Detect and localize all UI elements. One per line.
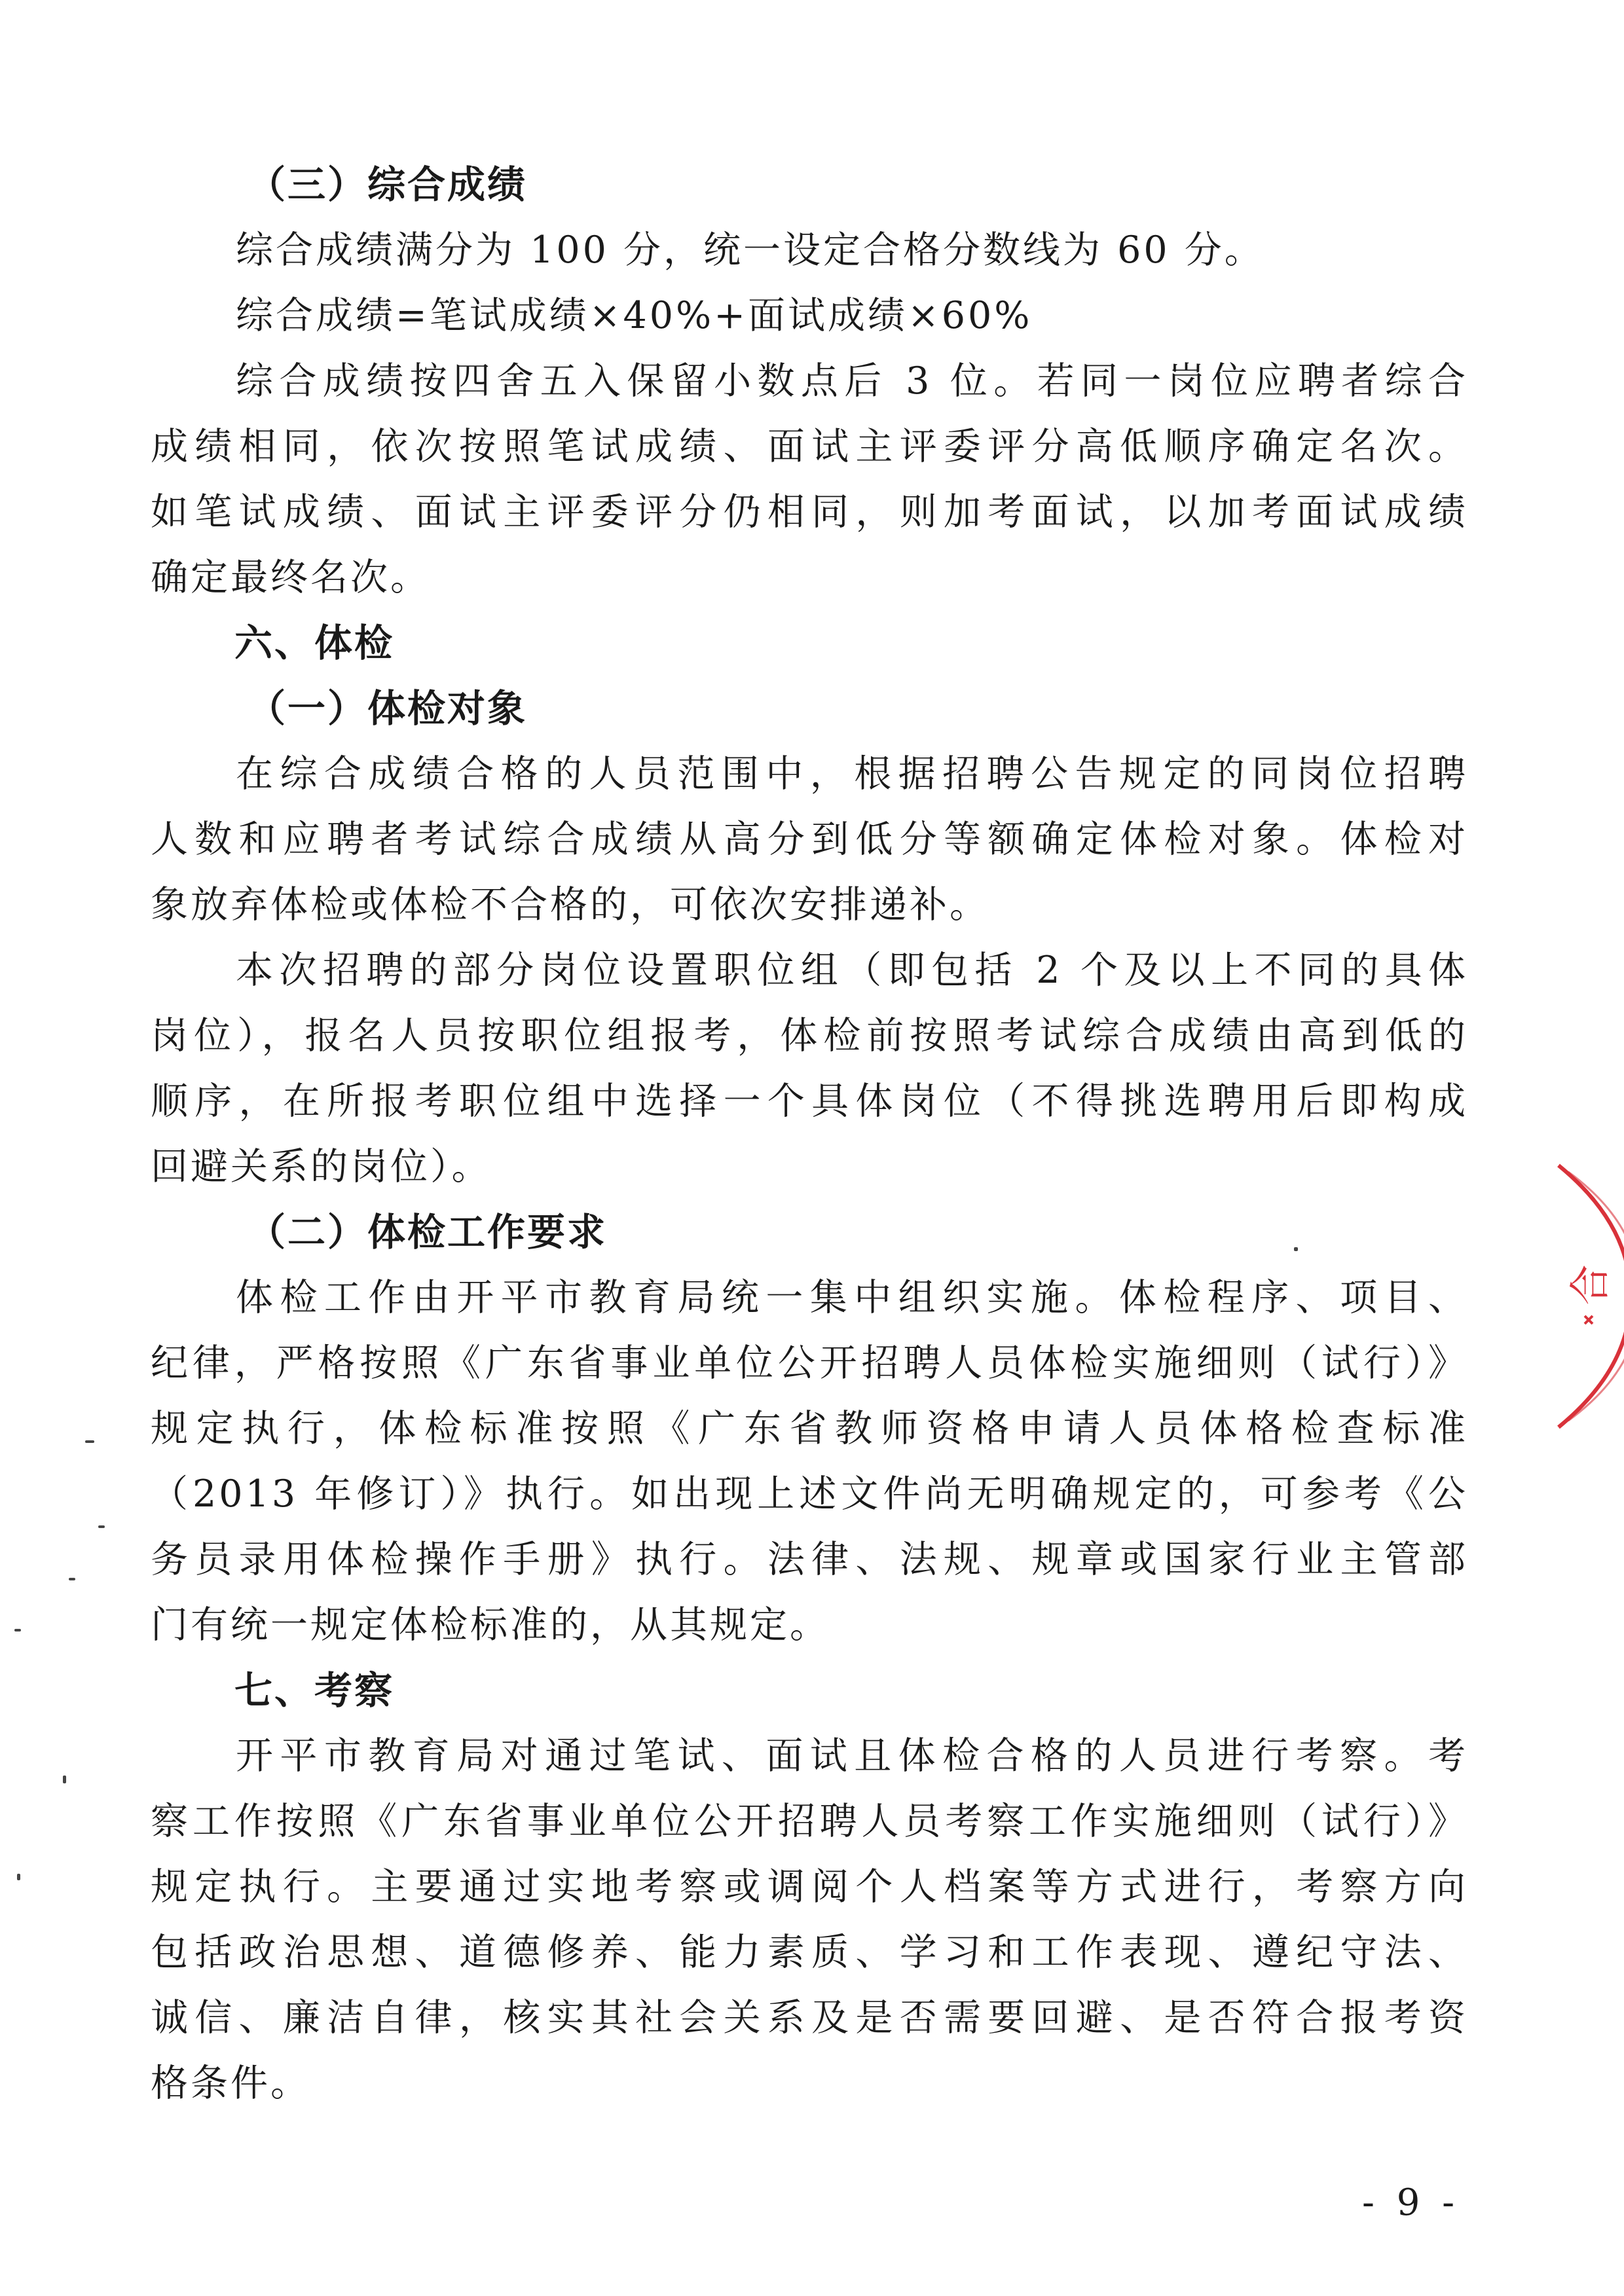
paragraph-line: 在综合成绩合格的人员范围中，根据招聘公告规定的同岗位招聘 <box>236 752 1468 795</box>
document-body <box>151 152 1468 2116</box>
paragraph-line: 门有统一规定体检标准的，从其规定。 <box>151 1603 830 1647</box>
paragraph-line: 诚信、廉洁自律，核实其社会关系及是否需要回避、是否符合报考资 <box>151 1996 1468 2039</box>
paragraph-line: 人数和应聘者考试综合成绩从高分到低分等额确定体检对象。体检对 <box>151 818 1468 861</box>
paragraph-line: 体检工作由开平市教育局统一集中组织实施。体检程序、项目、 <box>236 1276 1468 1319</box>
section-heading-inspection: 七、考察 <box>234 1668 395 1713</box>
paragraph-line: 格条件。 <box>151 2062 310 2105</box>
paragraph-line: 如笔试成绩、面试主评委评分仍相同，则加考面试，以加考面试成绩 <box>151 490 1468 534</box>
paragraph-line: 规定执行。主要通过实地考察或调阅个人档案等方式进行，考察方向 <box>151 1865 1468 1908</box>
paragraph-line: 成绩相同，依次按照笔试成绩、面试主评委评分高低顺序确定名次。 <box>151 425 1468 468</box>
paragraph-line: （2013 年修订）》执行。如出现上述文件尚无明确规定的，可参考《公 <box>151 1472 1468 1516</box>
paragraph-line: 察工作按照《广东省事业单位公开招聘人员考察工作实施细则（试行）》 <box>151 1800 1468 1843</box>
subheading-exam-requirements: （二）体检工作要求 <box>248 1210 608 1254</box>
paragraph-line: 规定执行，体检标准按照《广东省教师资格申请人员体格检查标准 <box>151 1407 1468 1450</box>
subheading-comprehensive-score: （三）综合成绩 <box>248 162 528 207</box>
section-heading-medical-exam: 六、体检 <box>234 621 395 665</box>
scan-speck <box>17 1874 20 1880</box>
paragraph-line: 开平市教育局对通过笔试、面试且体检合格的人员进行考察。考 <box>236 1734 1468 1777</box>
scan-speck <box>98 1525 105 1528</box>
paragraph-line: 综合成绩按四舍五入保留小数点后 3 位。若同一岗位应聘者综合 <box>236 359 1468 403</box>
paragraph-line: 综合成绩=笔试成绩×40%+面试成绩×60% <box>236 294 1033 337</box>
subheading-exam-subjects: （一）体检对象 <box>248 686 528 731</box>
paragraph-line: 包括政治思想、道德修养、能力素质、学习和工作表现、遵纪守法、 <box>151 1931 1468 1974</box>
scan-speck <box>69 1578 75 1580</box>
scan-speck <box>85 1440 94 1443</box>
paragraph-line: 象放弃体检或体检不合格的，可依次安排递补。 <box>151 883 989 926</box>
paragraph-line: 确定最终名次。 <box>151 556 430 599</box>
paragraph-line: 本次招聘的部分岗位设置职位组（即包括 2 个及以上不同的具体 <box>236 949 1468 992</box>
paragraph-line: 岗位），报名人员按职位组报考，体检前按照考试综合成绩由高到低的 <box>151 1014 1468 1057</box>
paragraph-line: 顺序，在所报考职位组中选择一个具体岗位（不得挑选聘用后即构成 <box>151 1080 1468 1123</box>
scan-speck <box>1294 1247 1298 1251</box>
paragraph-line: 综合成绩满分为 100 分，统一设定合格分数线为 60 分。 <box>236 228 1264 272</box>
scan-speck <box>14 1629 21 1631</box>
seal-character: 合 <box>1566 1264 1614 1305</box>
scan-speck <box>63 1776 66 1783</box>
paragraph-line: 纪律，严格按照《广东省事业单位公开招聘人员体检实施细则（试行）》 <box>151 1341 1468 1385</box>
page-number: - 9 - <box>1362 2181 1460 2224</box>
paragraph-line: 务员录用体检操作手册》执行。法律、法规、规章或国家行业主管部 <box>151 1538 1468 1581</box>
paragraph-line: 回避关系的岗位）。 <box>151 1145 492 1188</box>
